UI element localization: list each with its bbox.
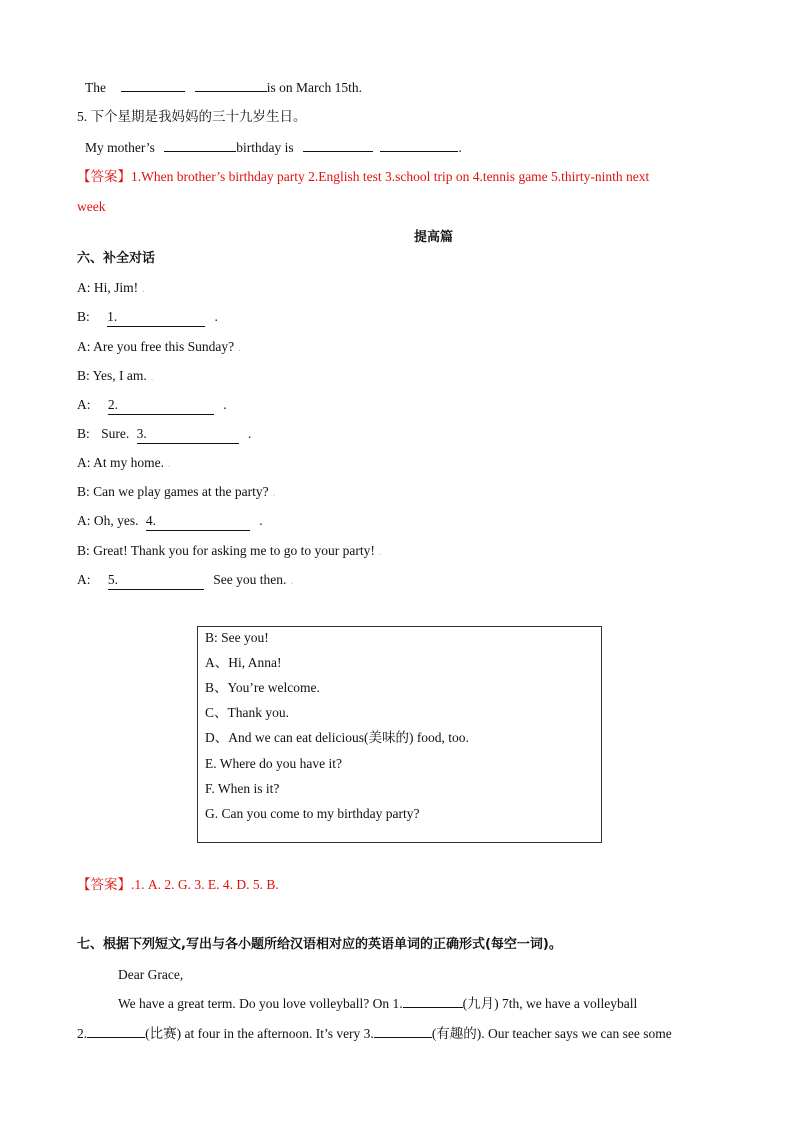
numbered-blank xyxy=(108,396,214,415)
dialogue-line-10: B: Great! Thank you for asking me to go to your party! . xyxy=(77,543,382,558)
section-title-advanced: 提高篇 xyxy=(414,230,454,245)
sentence-text: is on March 15th. xyxy=(266,80,362,95)
letter-salutation: Dear Grace, xyxy=(118,967,184,982)
blank-number: 5. xyxy=(107,572,118,587)
option-item: C、Thank you. xyxy=(205,705,289,720)
numbered-blank xyxy=(108,571,204,590)
sentence-text: My mother’s xyxy=(85,140,155,155)
section-6-title: 六、补全对话 xyxy=(77,251,156,266)
passage-text: 2. xyxy=(77,1026,88,1041)
option-item: F. When is it? xyxy=(205,781,280,796)
dialogue-line-8: B: Can we play games at the party? . xyxy=(77,484,276,499)
speaker-label: B: xyxy=(77,543,90,558)
speaker-label: A: xyxy=(77,280,91,295)
passage-text: We have a great term. Do you love volleyball? On 1. xyxy=(118,996,403,1011)
speaker-label: A: xyxy=(77,339,91,354)
blank xyxy=(403,994,463,1008)
speaker-label: B: xyxy=(77,426,90,441)
dialogue-text: . xyxy=(214,309,218,324)
dialogue-text: Sure. xyxy=(101,426,130,441)
section-6-answer xyxy=(77,876,279,894)
numbered-blank xyxy=(146,512,250,531)
blank-number: 2. xyxy=(107,397,118,412)
dialogue-text: See you then. xyxy=(213,572,287,587)
sentence-text: birthday is xyxy=(236,140,294,155)
dialogue-line-3: A: Are you free this Sunday? . xyxy=(77,339,241,354)
speaker-label: B: xyxy=(77,309,90,324)
blank-number: 3. xyxy=(136,426,147,441)
dialogue-line-4: B: Yes, I am. . xyxy=(77,368,154,383)
speaker-label: A: xyxy=(77,397,91,412)
option-item: A、Hi, Anna! xyxy=(205,655,282,670)
speaker-label: A: xyxy=(77,455,91,470)
dialogue-line-2 xyxy=(77,308,218,327)
blank xyxy=(374,1024,432,1038)
passage-line-2 xyxy=(77,1024,672,1043)
blank xyxy=(121,78,185,92)
speaker-label: B: xyxy=(77,484,90,499)
option-item: E. Where do you have it? xyxy=(205,756,342,771)
blank-number: 1. xyxy=(107,309,118,324)
blank xyxy=(195,78,267,92)
passage-text: (比赛) at four in the afternoon. It’s very 3. xyxy=(145,1026,374,1041)
sentence-text: . xyxy=(458,140,462,155)
answer-line-1 xyxy=(77,168,649,186)
dialogue-line-6 xyxy=(77,425,251,444)
passage-line-1 xyxy=(118,994,637,1013)
question-5-prompt: 5. 下个星期是我妈妈的三十九岁生日。 xyxy=(77,109,307,124)
options-box xyxy=(197,626,602,843)
answer-line-2: week xyxy=(77,199,106,214)
answer-text: .1. A. 2. G. 3. E. 4. D. 5. B. xyxy=(131,877,279,892)
numbered-blank xyxy=(107,308,205,327)
answer-label: 【答案】 xyxy=(77,169,131,184)
dialogue-text: . xyxy=(259,513,263,528)
option-item: D、And we can eat delicious(美味的) food, too. xyxy=(205,730,469,745)
dialogue-text: Are you free this Sunday? xyxy=(93,339,235,354)
blank xyxy=(380,138,458,152)
option-item: B: See you! xyxy=(205,630,269,645)
dialogue-line-9 xyxy=(77,512,263,531)
passage-text: (九月) 7th, we have a volleyball xyxy=(462,996,638,1011)
blank-number: 4. xyxy=(145,513,156,528)
dialogue-line-5 xyxy=(77,396,227,415)
dialogue-text: . xyxy=(223,397,227,412)
dialogue-line-7: A: At my home. . xyxy=(77,455,171,470)
blank xyxy=(87,1024,145,1038)
sentence-text: The xyxy=(85,80,106,95)
speaker-label: B: xyxy=(77,368,90,383)
dialogue-line-1: A: Hi, Jim! . xyxy=(77,280,145,295)
fill-sentence-5 xyxy=(85,138,462,157)
dialogue-text: Can we play games at the party? xyxy=(93,484,269,499)
blank xyxy=(303,138,373,152)
option-item: G. Can you come to my birthday party? xyxy=(205,806,420,821)
dialogue-text: Oh, yes. xyxy=(93,513,139,528)
option-item: B、You’re welcome. xyxy=(205,680,320,695)
speaker-label: A: xyxy=(77,572,91,587)
speaker-label: A: xyxy=(77,513,91,528)
dialogue-line-11: A: 5. See you then. . xyxy=(77,571,293,591)
blank xyxy=(164,138,236,152)
section-7-title: 七、根据下列短文,写出与各小题所给汉语相对应的英语单词的正确形式(每空一词)。 xyxy=(77,937,562,952)
dialogue-text: Great! Thank you for asking me to go to your party! xyxy=(93,543,375,558)
dialogue-text: Yes, I am. xyxy=(92,368,147,383)
fill-sentence-4 xyxy=(85,78,362,97)
answer-text: 1.When brother’s birthday party 2.English test 3.school trip on 4.tennis game 5.thirty-ninth next xyxy=(131,169,650,184)
dialogue-text: . xyxy=(248,426,252,441)
numbered-blank xyxy=(137,425,239,444)
dialogue-text: Hi, Jim! xyxy=(93,280,139,295)
answer-label: 【答案】 xyxy=(77,877,131,892)
passage-text: (有趣的). Our teacher says we can see some xyxy=(431,1026,672,1041)
dialogue-text: At my home. xyxy=(93,455,165,470)
